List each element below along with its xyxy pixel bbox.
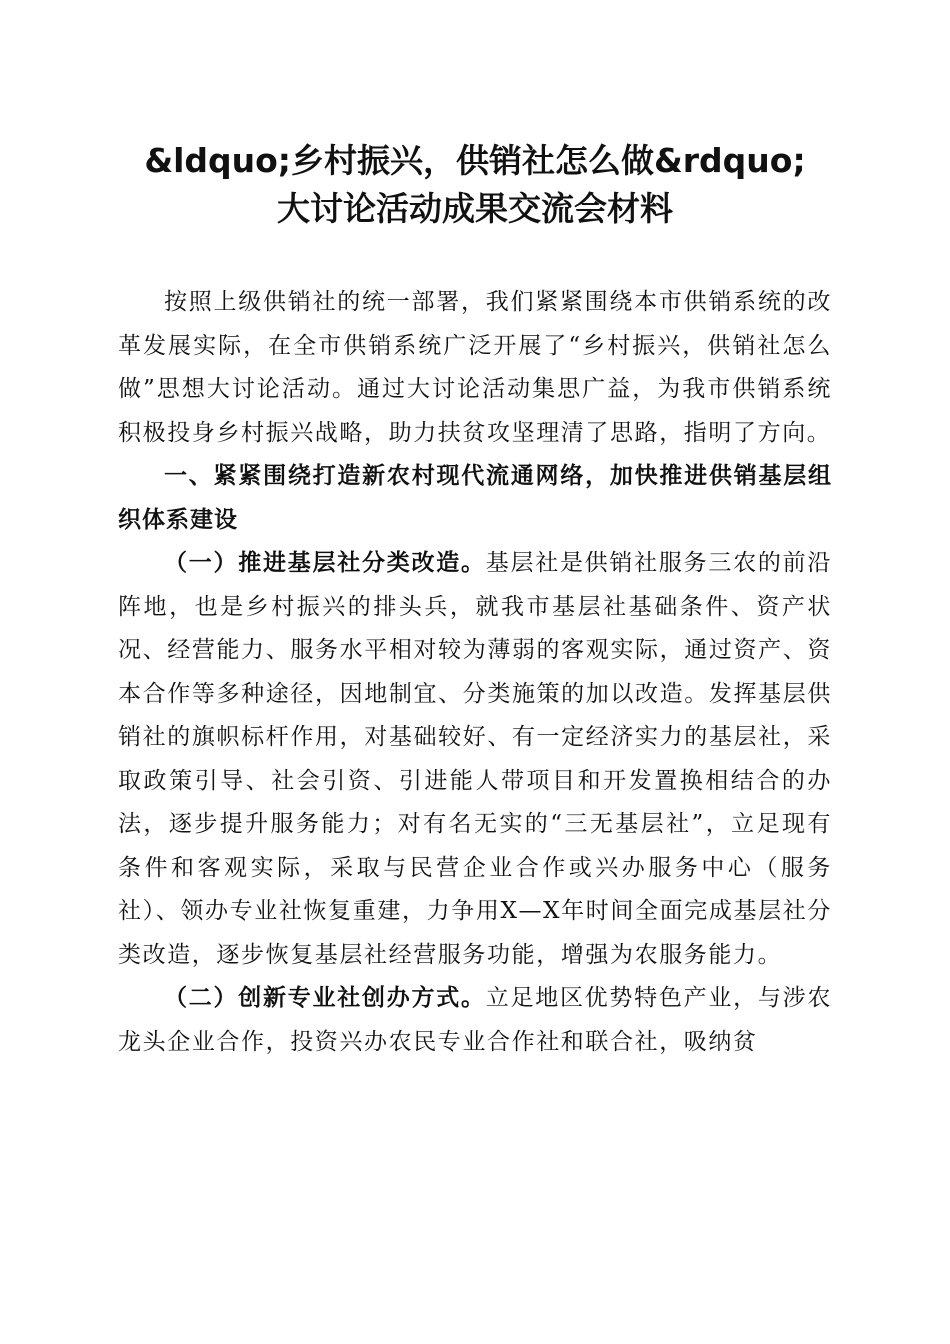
intro-paragraph: 按照上级供销社的统一部署，我们紧紧围绕本市供销系统的改革发展实际，在全市供销系统广泛开展了“乡村振兴，供销社怎么做”思想大讨论活动。通过大讨论活动集思广益，为我市供销系统积极投身乡村振兴战略，助力扶贫攻坚理清了思路，指明了方向。 — [118, 289, 832, 446]
title-line-2: 大讨论活动成果交流会材料 — [277, 189, 673, 228]
item-2-lead: （二）创新专业社创办方式。 — [164, 985, 486, 1011]
item-1-lead: （一）推进基层社分类改造。 — [164, 550, 486, 576]
item-2-paragraph — [118, 977, 832, 1064]
title-line-1: &ldquo;乡村振兴，供销社怎么做&rdquo; — [144, 141, 806, 180]
item-2-body: 立足地区优势特色产业，与涉农龙头企业合作，投资兴办农民专业合作社和联合社，吸纳贫 — [118, 985, 832, 1055]
section-1-heading: 一、紧紧围绕打造新农村现代流通网络，加快推进供销基层组织体系建设 — [118, 463, 832, 533]
item-1-body: 基层社是供销社服务三农的前沿阵地，也是乡村振兴的排头兵，就我市基层社基础条件、资产状况、经营能力、服务水平相对较为薄弱的客观实际，通过资产、资本合作等多种途径，因地制宜、分类施策的加以改造。发挥基层供销社的旗帜标杆作用，对基础较好、有一定经济实力的基层社，采取政策引导、社会引资、引进能人带项目和开发置换相结合的办法，逐步提升服务能力；对有名无实的“三无基层社”，立足现有条件和客观实际，采取与民营企业合作或兴办服务中心（服务社）、领办专业社恢复重建，力争用X—X年时间全面完成基层社分类改造，逐步恢复基层社经营服务功能，增强为农服务能力。 — [118, 550, 832, 968]
document-body — [118, 281, 832, 1064]
document-title — [0, 137, 950, 233]
item-1-paragraph — [118, 542, 832, 977]
